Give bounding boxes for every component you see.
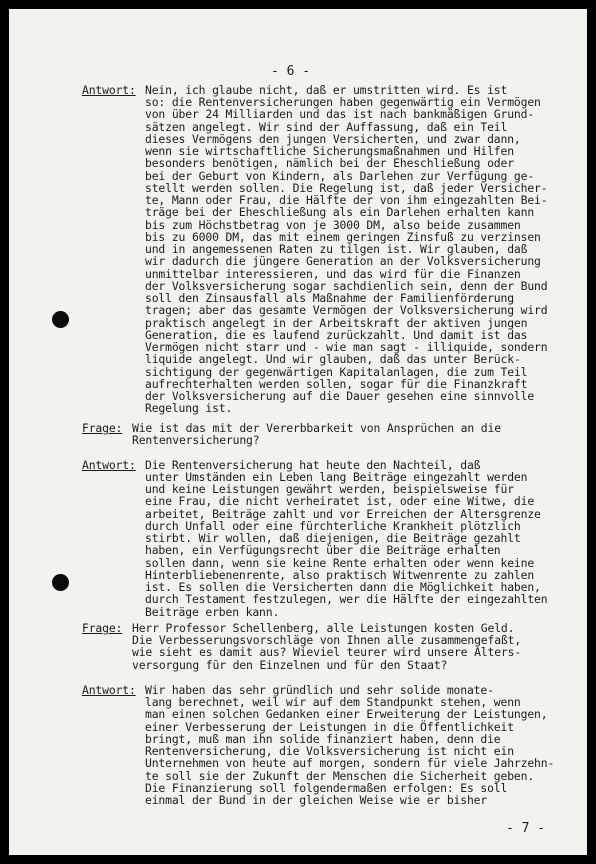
text-line: te soll sie der Zukunft der Menschen die Sicherheit geben. <box>145 769 535 783</box>
text-line: stirbt. Wir wollen, daß diejenigen, die Beiträge gezahlt <box>145 531 521 545</box>
text-line: Beiträge erben kann. <box>145 605 280 619</box>
paper-sheet <box>9 9 587 855</box>
text-line: Hinterbliebenenrente, also praktisch Witwenrente zu zahlen <box>145 568 535 582</box>
text-line: haben, ein Verfügungsrecht über die Beiträge erhalten <box>145 543 501 557</box>
text-line: Nein, ich glaube nicht, daß er umstritten wird. Es ist <box>145 83 508 97</box>
text-line: te, Mann oder Frau, die Hälfte der von ihm eingezahlten Bei- <box>145 193 548 207</box>
text-line: sollen dann, wenn sie keine Rente erhalten oder wenn keine <box>145 556 535 570</box>
text-line: träge bei der Eheschließung als ein Darlehen erhalten kann <box>145 205 535 219</box>
text-line: tragen; aber das gesamte Vermögen der Volksversicherung wird <box>145 303 548 317</box>
text-line: bei der Geburt von Kindern, als Darlehen zur Verfügung ge- <box>145 169 535 183</box>
punch-hole <box>52 311 69 328</box>
text-line: eine Frau, die nicht verheiratet ist, oder eine Witwe, die <box>145 494 535 508</box>
text-line: Die Finanzierung soll folgendermaßen erfolgen: Es soll <box>145 781 508 795</box>
speaker-label-antwort: Antwort: <box>82 83 136 97</box>
text-line: Die Rentenversicherung hat heute den Nachteil, daß <box>145 458 481 472</box>
text-line: Generation, die es laufend zurückzahlt. Und damit ist das <box>145 328 528 342</box>
text-line: arbeitet, Beiträge zahlt und vor Erreichen der Altersgrenze <box>145 507 541 521</box>
text-line: der Volksversicherung sogar sachdienlich sein, denn der Bund <box>145 279 548 293</box>
speaker-label-frage: Frage: <box>82 421 123 435</box>
text-line: Rentenversicherung? <box>132 433 260 447</box>
text-line: Unternehmen von heute auf morgen, sondern für viele Jahrzehn- <box>145 756 555 770</box>
text-line: versorgung für den Einzelnen und für den Staat? <box>132 658 448 672</box>
text-line: und in angemessenen Raten zu tilgen ist. Wir glauben, daß <box>145 242 528 256</box>
speaker-label-antwort: Antwort: <box>82 683 136 697</box>
text-line: wir dadurch die jüngere Generation an der Volksversicherung <box>145 254 541 268</box>
text-line: besonders benötigen, nämlich bei der Eheschließung oder <box>145 156 514 170</box>
text-line: liquide angelegt. Und wir glauben, daß das unter Berück- <box>145 352 521 366</box>
text-line: Vermögen nicht starr und - wie man sagt - illiquide, sondern <box>145 340 548 354</box>
page-header-number: - 6 - <box>271 64 311 79</box>
punch-hole <box>52 574 69 591</box>
text-line: Wie ist das mit der Vererbbarkeit von Ansprüchen an die <box>132 421 501 435</box>
text-line: sichtigung der gegenwärtigen Kapitalanlagen, die zum Teil <box>145 365 528 379</box>
text-line: wie sieht es damit aus? Wieviel teurer wird unsere Alters- <box>132 645 522 659</box>
text-line: stellt werden sollen. Die Regelung ist, daß jeder Versicher- <box>145 181 548 195</box>
text-line: Wir haben das sehr gründlich und sehr solide monate- <box>145 683 494 697</box>
text-line: Regelung ist. <box>145 401 233 415</box>
text-line: wenn sie wirtschaftliche Sicherungsmaßnahmen und Hilfen <box>145 144 514 158</box>
text-line: dieses Vermögens den jungen Versicherten, und zwar dann, <box>145 132 521 146</box>
speaker-label-frage: Frage: <box>82 621 123 635</box>
text-line: durch Unfall oder eine fürchterliche Krankheit plötzlich <box>145 519 521 533</box>
text-line: bis zum Höchstbetrag von je 3000 DM, also beide zusammen <box>145 218 521 232</box>
text-line: durch Testament festzulegen, wer die Hälfte der eingezahlten <box>145 592 548 606</box>
text-line: aufrechterhalten werden sollen, sogar für die Finanzkraft <box>145 377 528 391</box>
text-line: Die Verbesserungsvorschläge von Ihnen alle zusammengefaßt, <box>132 633 522 647</box>
text-line: bringt, muß man ihn solide finanziert haben, denn die <box>145 732 501 746</box>
text-line: unmittelbar interessieren, und das wird für die Finanzen <box>145 267 521 281</box>
text-line: lang berechnet, weil wir auf dem Standpunkt stehen, wenn <box>145 695 521 709</box>
text-line: bis zu 6000 DM, das mit einem geringen Zinsfuß zu verzinsen <box>145 230 541 244</box>
text-line: der Volksversicherung auf die Dauer gesehen eine sinnvolle <box>145 389 535 403</box>
text-line: sätzen angelegt. Wir sind der Auffassung, daß ein Teil <box>145 120 508 134</box>
text-line: einmal der Bund in der gleichen Weise wie er bisher <box>145 793 488 807</box>
text-line: soll den Zinsausfall als Maßnahme der Familienförderung <box>145 291 514 305</box>
speaker-label-antwort: Antwort: <box>82 458 136 472</box>
text-line: ist. Es sollen die Versicherten dann die Möglichkeit haben, <box>145 580 541 594</box>
page-footer-number: - 7 - <box>506 821 546 836</box>
text-line: man einen solchen Gedanken einer Erweiterung der Leistungen, <box>145 707 548 721</box>
text-line: praktisch angelegt in der Arbeitskraft der aktiven jungen <box>145 316 528 330</box>
text-line: von über 24 Milliarden und das ist nach bankmäßigen Grund- <box>145 107 535 121</box>
text-line: Rentenversicherung, die Volksversicherung ist nicht ein <box>145 744 514 758</box>
text-line: unter Umständen ein Leben lang Beiträge eingezahlt werden <box>145 470 528 484</box>
text-line: so: die Rentenversicherungen haben gegenwärtig ein Vermögen <box>145 95 541 109</box>
text-line: einer Verbesserung der Leistungen in die Öffentlichkeit <box>145 720 514 734</box>
text-line: und keine Leistungen gewährt werden, beispielsweise für <box>145 482 514 496</box>
text-line: Herr Professor Schellenberg, alle Leistungen kosten Geld. <box>132 621 515 635</box>
